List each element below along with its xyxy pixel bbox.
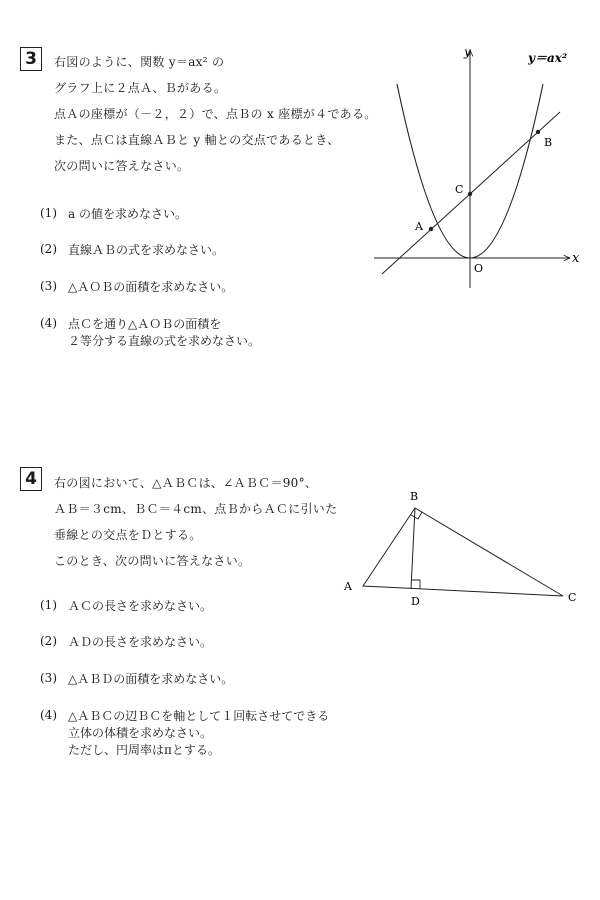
right-angle-mark-d: [412, 580, 420, 589]
problem-3-question-4: [40, 316, 260, 350]
question-number: (1): [40, 598, 57, 612]
problem-3-question-3: [40, 279, 233, 296]
question-number: (4): [40, 708, 57, 722]
problem-4-line-4: このとき、次の問いに答えなさい。: [54, 554, 251, 568]
problem-3-line-2: グラフ上に２点Ａ、Ｂがある。: [54, 81, 227, 95]
parabola-graph: [360, 36, 590, 296]
question-text: ＡＣの長さを求めなさい。: [68, 599, 213, 613]
problem-4-line-3: 垂線との交点をＤとする。: [54, 528, 202, 542]
problem-3-line-1: 右図のように、関数 y＝ax² の: [54, 55, 225, 69]
triangle-figure: [335, 486, 590, 616]
x-axis-label: x: [572, 251, 580, 266]
question-number: (2): [40, 634, 57, 648]
perpendicular-bd: [411, 508, 415, 589]
point-a-label: A: [415, 220, 423, 233]
curve-label: y＝ax²: [528, 51, 568, 65]
origin-label: O: [474, 262, 484, 275]
problem-3-line-3: 点Ａの座標が（－２，２）で、点Ｂの x 座標が４である。: [54, 107, 377, 121]
right-angle-mark-b: [411, 512, 422, 519]
problem-4-question-3: [40, 671, 233, 688]
question-number: (3): [40, 671, 57, 685]
question-number: (2): [40, 242, 57, 256]
question-number: (4): [40, 316, 57, 330]
question-number: (3): [40, 279, 57, 293]
question-text: a の値を求めなさい。: [68, 207, 187, 221]
point-b: [536, 130, 540, 134]
label-c: C: [568, 591, 577, 604]
question-text-line-3: ただし、円周率はπとする。: [68, 743, 220, 757]
question-text: △ＡＢＤの面積を求めなさい。: [68, 672, 234, 686]
question-text: ＡＤの長さを求めなさい。: [68, 635, 213, 649]
point-c: [468, 192, 472, 196]
question-text-line-2: 立体の体積を求めなさい。: [68, 726, 213, 740]
point-b-label: B: [544, 136, 553, 149]
problem-3-number: 3: [20, 47, 42, 71]
problem-4-question-4: [40, 708, 329, 759]
question-text-line-1: △ＡＢＣの辺ＢＣを軸として１回転させてできる: [68, 709, 330, 723]
question-text: 直線ＡＢの式を求めなさい。: [68, 243, 225, 257]
problem-4-line-1: 右の図において、△ＡＢＣは、∠ＡＢＣ＝90°、: [54, 476, 318, 490]
problem-4-line-2: ＡＢ＝３cm、ＢＣ＝４cm、点ＢからＡＣに引いた: [54, 502, 338, 516]
problem-3-line-4: また、点Ｃは直線ＡＢと y 軸との交点であるとき、: [54, 133, 340, 147]
question-text-line-1: 点Ｃを通り△ＡＯＢの面積を: [68, 317, 222, 331]
question-number: (1): [40, 206, 57, 220]
label-b: B: [410, 490, 419, 503]
problem-3-question-2: [40, 242, 224, 259]
label-a: A: [344, 580, 352, 593]
label-d: D: [411, 595, 420, 608]
problem-4-number: 4: [20, 467, 42, 491]
problem-3-question-1: [40, 206, 187, 223]
triangle-abc: [363, 508, 563, 596]
question-text: △ＡＯＢの面積を求めなさい。: [68, 280, 234, 294]
point-a: [429, 227, 433, 231]
question-text-line-2: ２等分する直線の式を求めなさい。: [68, 334, 261, 348]
problem-4-question-2: [40, 634, 212, 651]
problem-3-line-5: 次の問いに答えなさい。: [54, 159, 190, 173]
point-c-label: C: [455, 183, 464, 196]
y-axis-label: y: [464, 45, 471, 59]
problem-4-question-1: [40, 598, 212, 615]
